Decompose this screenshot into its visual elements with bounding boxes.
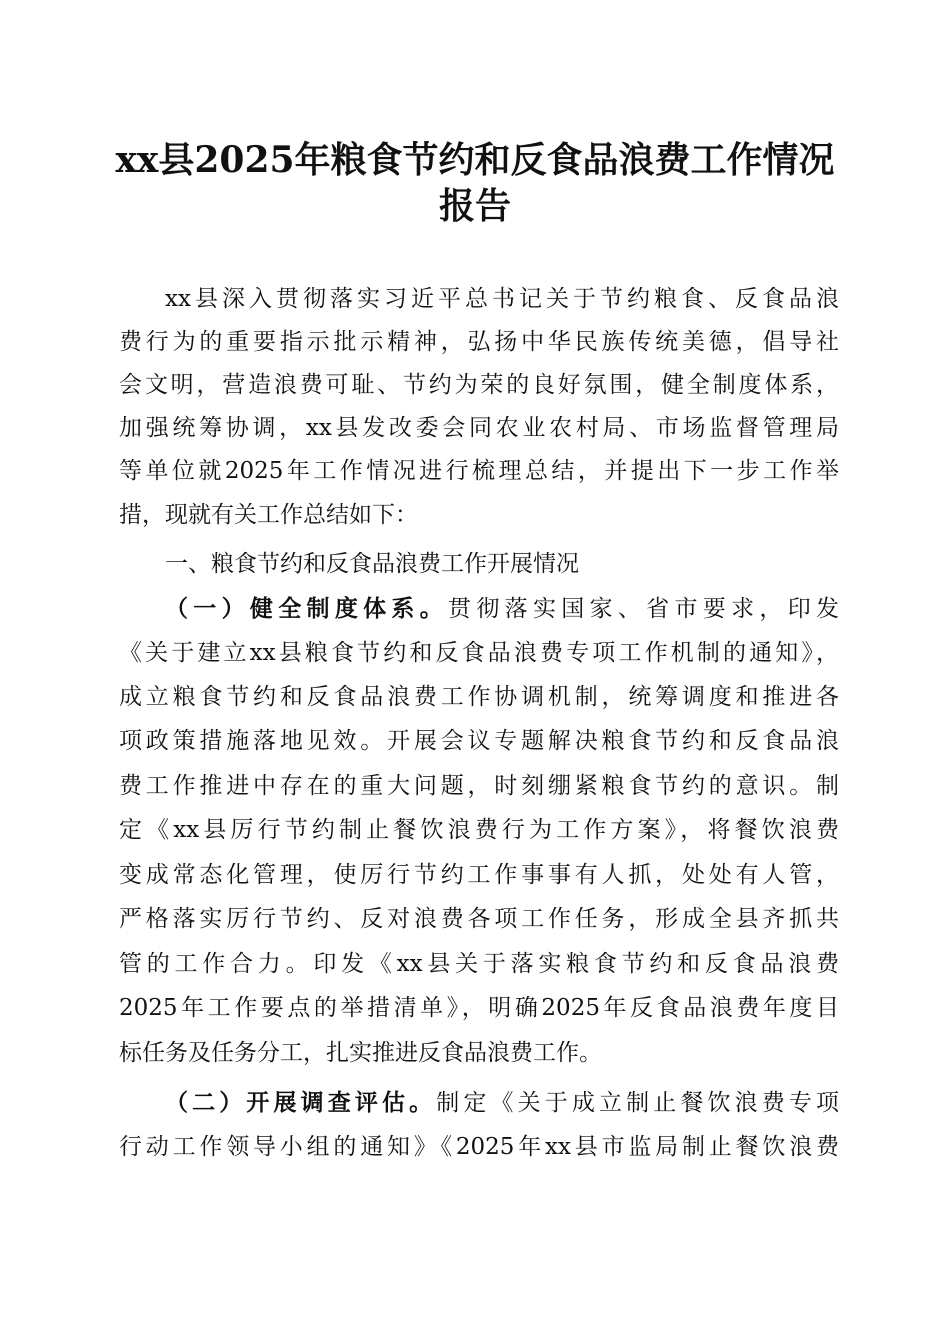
paragraph-line: 定《xx县厉行节约制止餐饮浪费行为工作方案》，将餐饮浪费 [119, 817, 839, 843]
paragraph-line: 管的工作合力。印发《xx县关于落实粮食节约和反食品浪费 [119, 951, 839, 977]
section-heading: 一、粮食节约和反食品浪费工作开展情况 [165, 551, 579, 577]
subsection-label: （一）健全制度体系。 [165, 595, 449, 622]
subsection-label: （二）开展调查评估。 [165, 1089, 437, 1116]
paragraph-line: 严格落实厉行节约、反对浪费各项工作任务，形成全县齐抓共 [119, 906, 839, 932]
intro-line: 等单位就2025年工作情况进行梳理总结，并提出下一步工作举 [119, 458, 839, 484]
paragraph-line: 费工作推进中存在的重大问题，时刻绷紧粮食节约的意识。制 [119, 773, 839, 799]
paragraph-line: 2025年工作要点的举措清单》，明确2025年反食品浪费年度目 [119, 995, 839, 1021]
intro-line: 费行为的重要指示批示精神，弘扬中华民族传统美德，倡导社 [119, 329, 839, 355]
paragraph-line: 成立粮食节约和反食品浪费工作协调机制，统筹调度和推进各 [119, 684, 839, 710]
document-title-line-1: xx县2025年粮食节约和反食品浪费工作情况 [115, 139, 835, 181]
intro-line: 措，现就有关工作总结如下： [119, 502, 418, 528]
paragraph-line: 项政策措施落地见效。开展会议专题解决粮食节约和反食品浪 [119, 728, 839, 754]
subsection-first-line [165, 1088, 839, 1118]
subsection-text: 贯彻落实国家、省市要求，印发 [448, 596, 840, 622]
paragraph-line: 标任务及任务分工，扎实推进反食品浪费工作。 [119, 1040, 602, 1066]
intro-line: 加强统筹协调，xx县发改委会同农业农村局、市场监督管理局 [119, 415, 839, 441]
intro-line: xx县深入贯彻落实习近平总书记关于节约粮食、反食品浪 [165, 286, 839, 312]
paragraph-line: 行动工作领导小组的通知》《2025年xx县市监局制止餐饮浪费 [119, 1134, 839, 1160]
subsection-first-line [165, 594, 839, 624]
subsection-text: 制定《关于成立制止餐饮浪费专项 [436, 1090, 839, 1116]
intro-line: 会文明，营造浪费可耻、节约为荣的良好氛围，健全制度体系， [119, 372, 839, 398]
paragraph-line: 变成常态化管理，使厉行节约工作事事有人抓，处处有人管， [119, 862, 839, 888]
document-title-line-2: 报告 [438, 185, 511, 227]
paragraph-line: 《关于建立xx县粮食节约和反食品浪费专项工作机制的通知》， [119, 640, 839, 666]
